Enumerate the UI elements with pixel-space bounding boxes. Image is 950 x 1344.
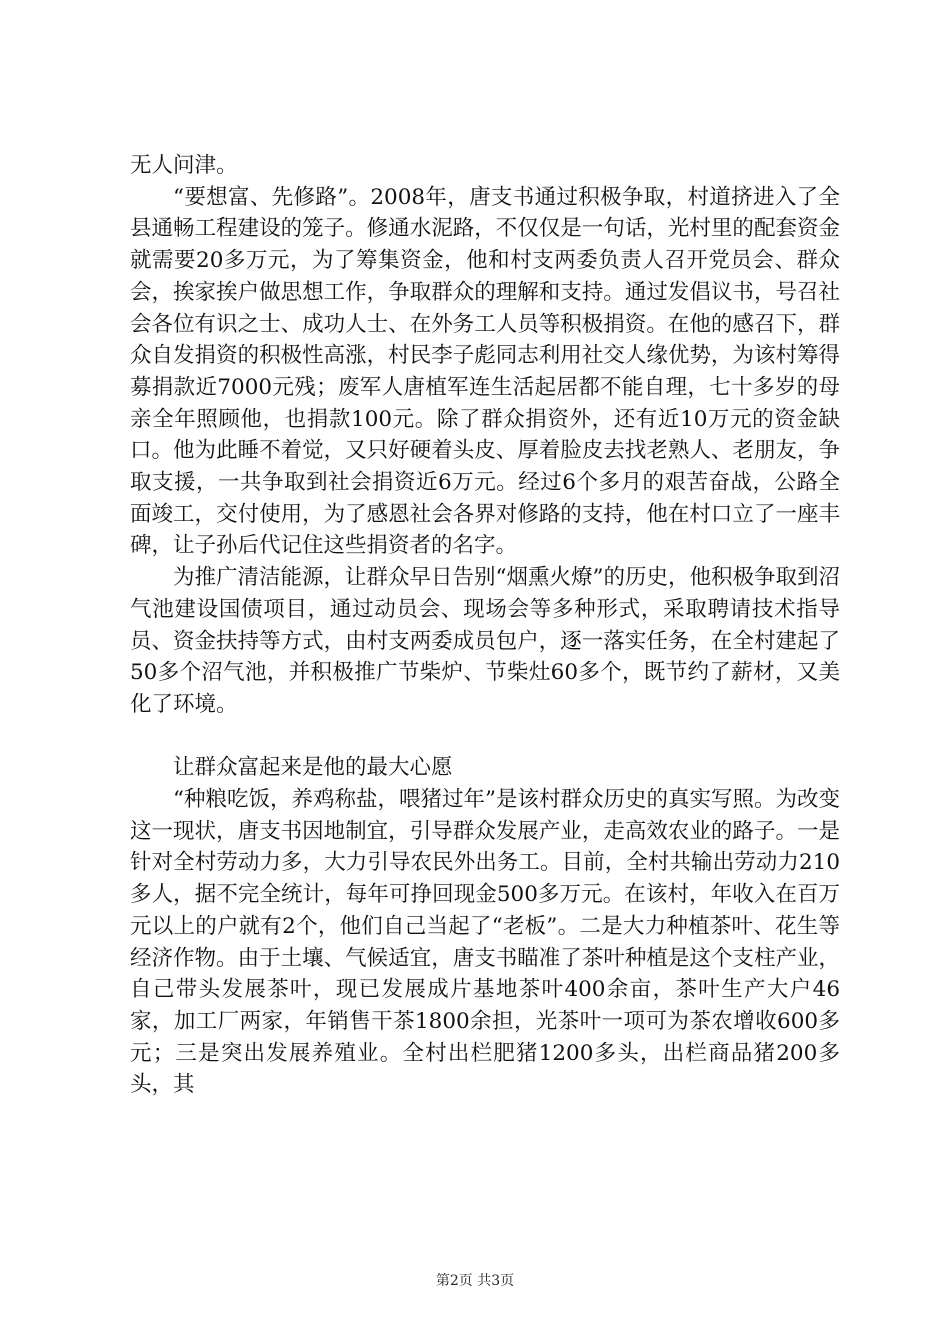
section-heading: 让群众富起来是他的最大心愿 (173, 755, 453, 781)
paragraph-continuation: 无人问津。 (130, 153, 238, 178)
paragraph-gap (130, 721, 840, 753)
document-body (130, 150, 840, 1101)
paragraph-road-construction: “要想富、先修路”。2008年，唐支书通过积极争取，村道挤进入了全县通畅工程建设的笼子。修通水泥路，不仅仅是一句话，光村里的配套资金就需要20多万元，为了筹集资金，他和村支两委负责人召开党员会、群众会，挨家挨户做思想工作，争取群众的理解和支持。通过发倡议书，号召社会各位有识之士、成功人士、在外务工人员等积极捐资。在他的感召下，群众自发捐资的积极性高涨，村民李子彪同志利用社交人缘优势，为该村筹得募捐款近7000元残；废军人唐植军连生活起居都不能自理，七十多岁的母亲全年照顾他，也捐款100元。除了群众捐资外，还有近10万元的资金缺口。他为此睡不着觉，又只好硬着头皮、厚着脸皮去找老熟人、老朋友，争取支援，一共争取到社会捐资近6万元。经过6个多月的艰苦奋战，公路全面竣工，交付使用，为了感恩社会各界对修路的支持，他在村口立了一座丰碑，让子孙后代记住这些捐资者的名字。 (130, 184, 840, 559)
paragraph-industry-development: “种粮吃饭，养鸡称盐，喂猪过年”是该村群众历史的真实写照。为改变这一现状，唐支书因地制宜，引导群众发展产业，走高效农业的路子。一是针对全村劳动力多，大力引导农民外出务工。目前，全村共输出劳动力210多人，据不完全统计，每年可挣回现金500多万元。在该村，年收入在百万元以上的户就有2个，他们自己当起了“老板”。二是大力种植茶叶、花生等经济作物。由于土壤、气候适宜，唐支书瞄准了茶叶种植是这个支柱产业，自己带头发展茶叶，现已发展成片基地茶叶400余亩，茶叶生产大户46家，加工厂两家，年销售干茶1800余担，光茶叶一项可为茶农增收600多元；三是突出发展养殖业。全村出栏肥猪1200多头，出栏商品猪200多头，其 (130, 787, 840, 1098)
page-number-footer: 第2页 共3页 (435, 1273, 515, 1289)
paragraph-clean-energy: 为推广清洁能源，让群众早日告别“烟熏火燎”的历史，他积极争取到沼气池建设国债项目，通过动员会、现场会等多种形式，采取聘请技术指导员、资金扶持等方式，由村支两委成员包户，逐一落实任务，在全村建起了50多个沼气池，并积极推广节柴炉、节柴灶60多个，既节约了薪材，又美化了环境。 (130, 565, 840, 717)
